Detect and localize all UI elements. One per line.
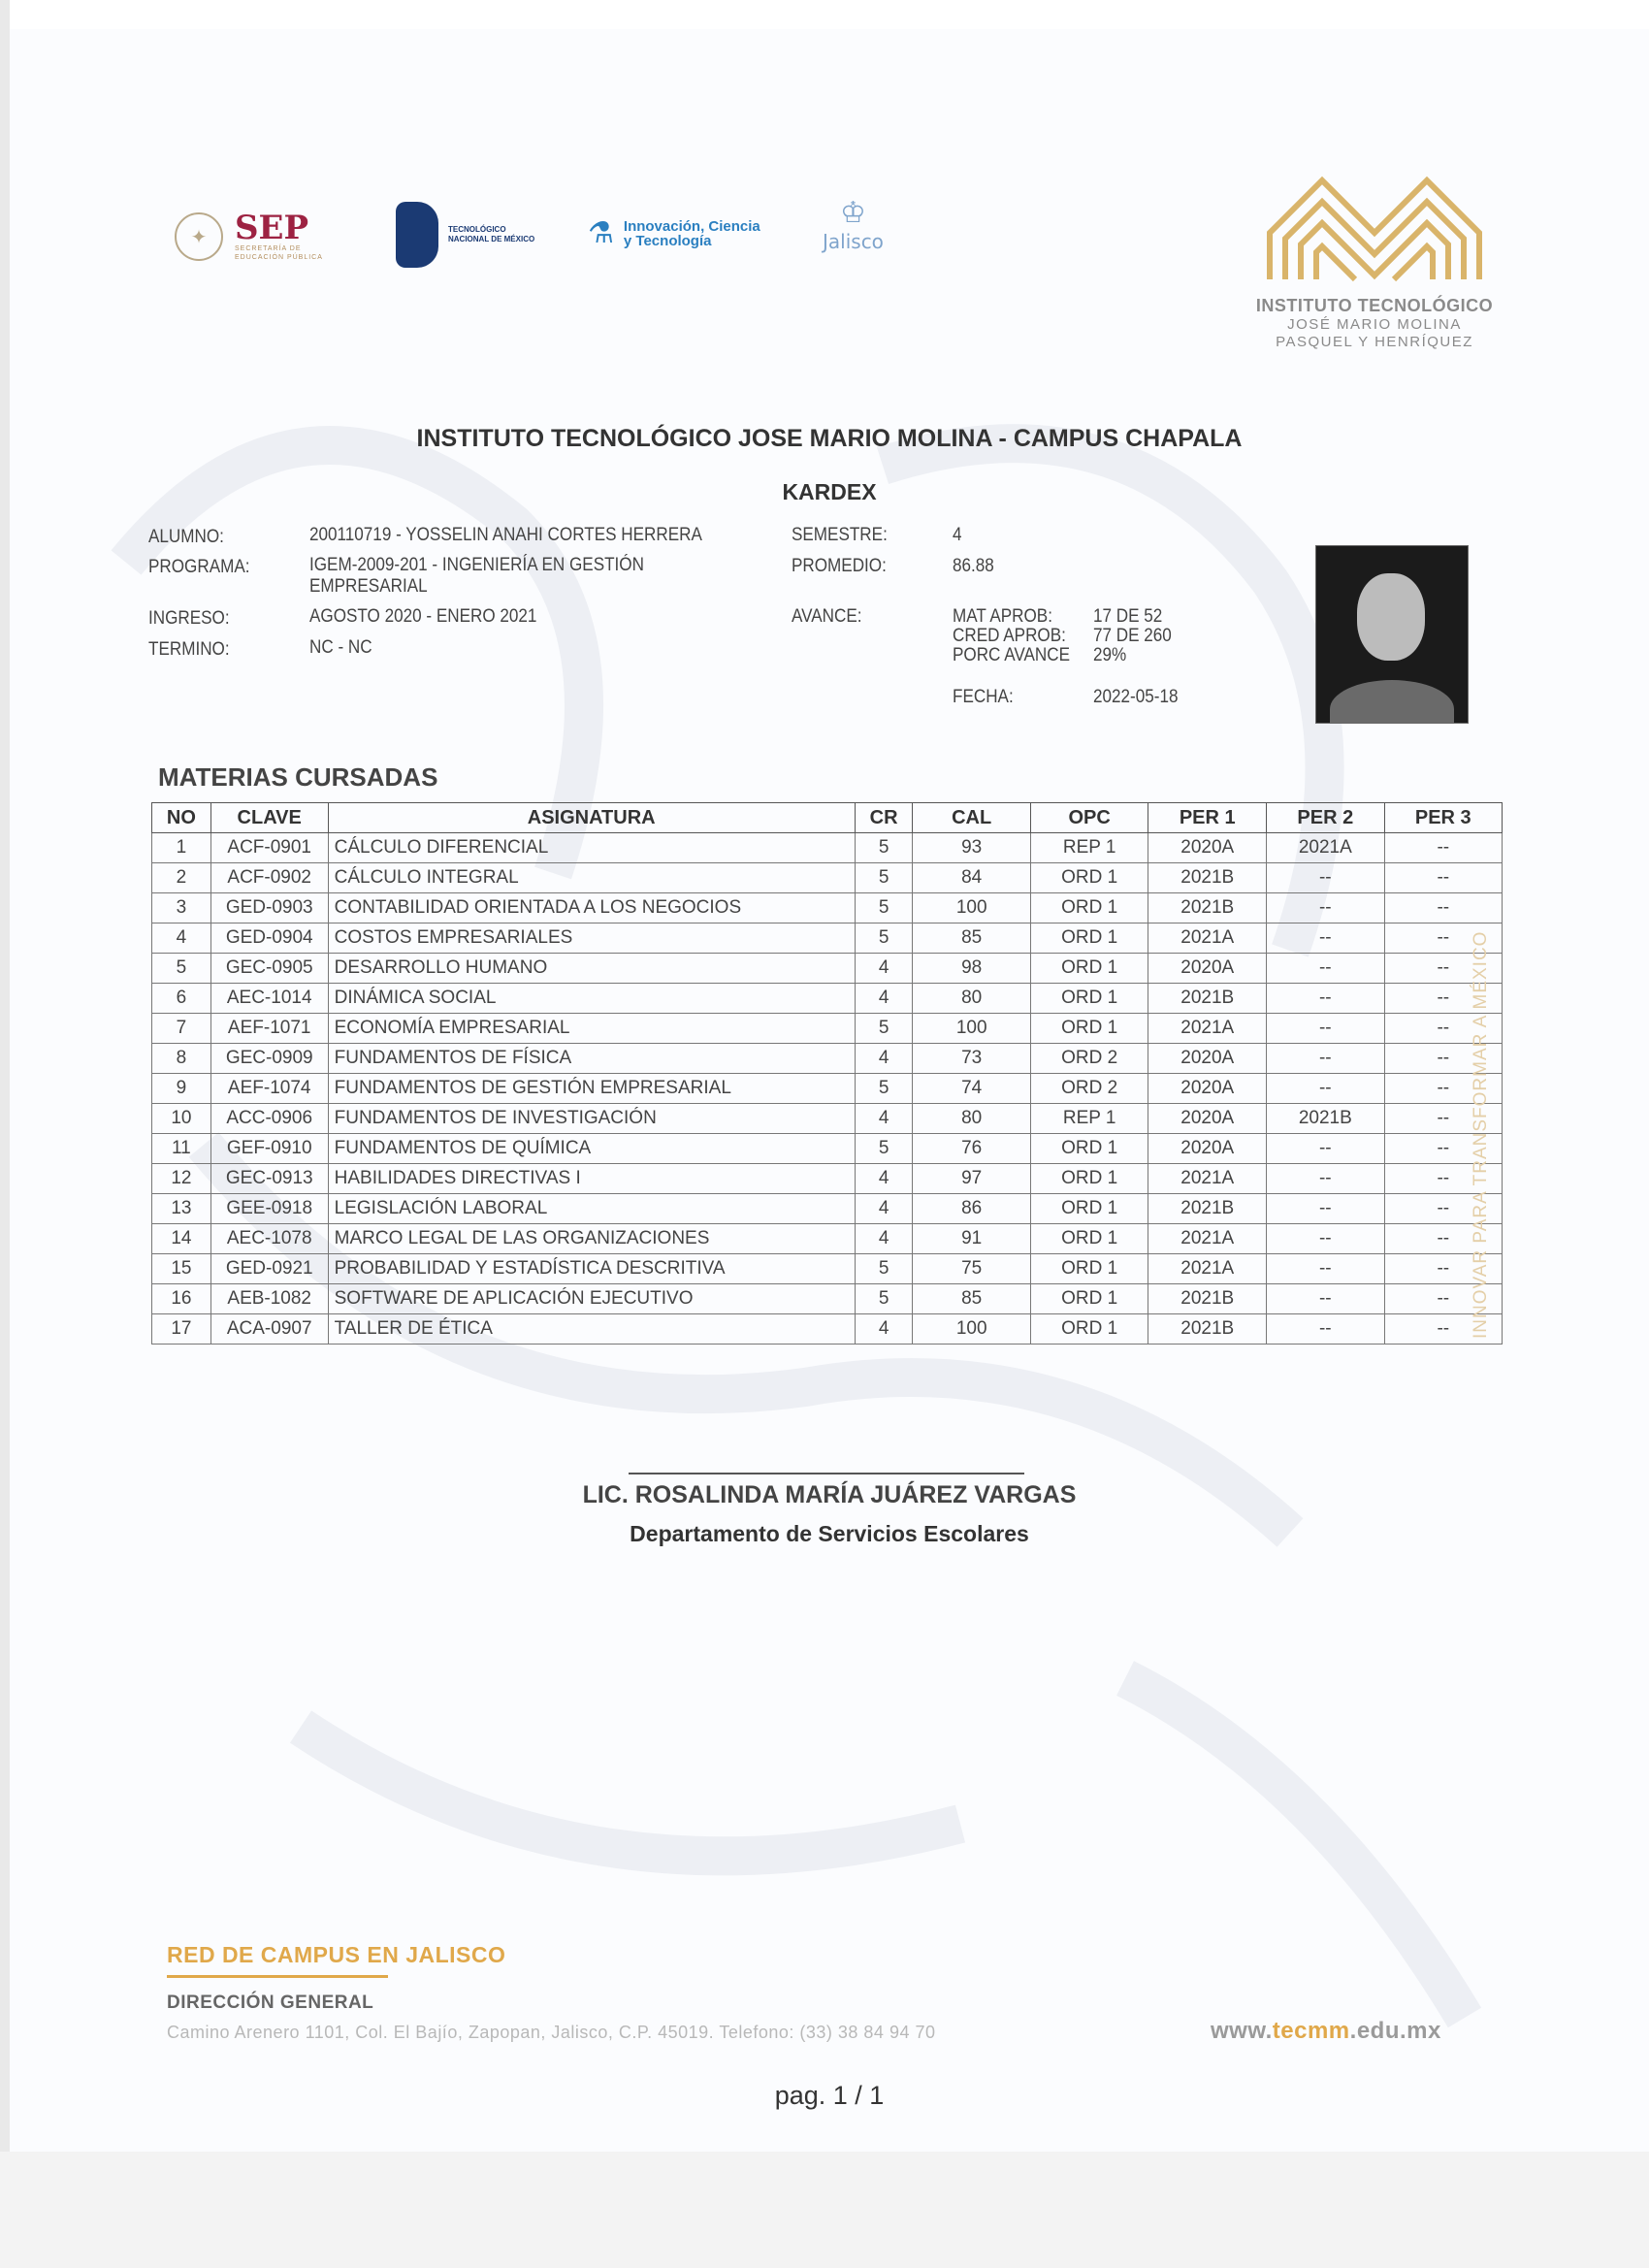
- cell-per1: 2021A: [1148, 1224, 1267, 1254]
- materias-table: [151, 802, 1503, 1345]
- cell-asignatura: CÁLCULO DIFERENCIAL: [328, 833, 855, 863]
- cell-cr: 4: [855, 1194, 913, 1224]
- promedio-label: PROMEDIO:: [792, 556, 887, 576]
- cell-cr: 4: [855, 1044, 913, 1074]
- cell-opc: REP 1: [1030, 1104, 1148, 1134]
- innovacion-logo-text-2: y Tecnología: [623, 233, 712, 249]
- table-row: [152, 954, 1503, 984]
- cell-per2: --: [1267, 1224, 1385, 1254]
- side-slogan: [1471, 475, 1492, 1339]
- cell-per2: --: [1267, 923, 1385, 954]
- jalisco-crest-icon: ♔: [840, 197, 866, 229]
- cell-per3: --: [1384, 893, 1502, 923]
- tecnm-logo-text-2: NACIONAL DE MÉXICO: [448, 235, 535, 243]
- cell-per2: --: [1267, 1284, 1385, 1314]
- cell-cal: 100: [913, 1014, 1030, 1044]
- cell-per2: --: [1267, 1164, 1385, 1194]
- cell-asignatura: LEGISLACIÓN LABORAL: [328, 1194, 855, 1224]
- cell-clave: AEF-1074: [210, 1074, 328, 1104]
- col-per3-header: PER 3: [1384, 803, 1502, 833]
- cell-asignatura: FUNDAMENTOS DE FÍSICA: [328, 1044, 855, 1074]
- materias-section-title: MATERIAS CURSADAS: [158, 762, 438, 792]
- cell-per2: 2021A: [1267, 833, 1385, 863]
- cell-no: 11: [152, 1134, 211, 1164]
- cell-cr: 4: [855, 1104, 913, 1134]
- col-per2-header: PER 2: [1267, 803, 1385, 833]
- cell-asignatura: CÁLCULO INTEGRAL: [328, 863, 855, 893]
- fecha-label: FECHA:: [953, 687, 1014, 707]
- programa-value-line2: EMPRESARIAL: [309, 576, 428, 597]
- cell-cal: 84: [913, 863, 1030, 893]
- cell-no: 1: [152, 833, 211, 863]
- cell-cr: 4: [855, 984, 913, 1014]
- termino-label: TERMINO:: [148, 639, 230, 660]
- fecha-value: 2022-05-18: [1093, 687, 1179, 707]
- table-row: [152, 984, 1503, 1014]
- table-row: [152, 1194, 1503, 1224]
- cell-clave: GEC-0909: [210, 1044, 328, 1074]
- cell-opc: ORD 2: [1030, 1044, 1148, 1074]
- mexico-seal-icon: ✦: [175, 212, 223, 261]
- table-row: [152, 1314, 1503, 1345]
- cell-per3: --: [1384, 1224, 1502, 1254]
- cell-per2: --: [1267, 1194, 1385, 1224]
- alumno-label: ALUMNO:: [148, 527, 224, 547]
- cell-per1: 2020A: [1148, 1074, 1267, 1104]
- table-row: [152, 1164, 1503, 1194]
- cell-asignatura: CONTABILIDAD ORIENTADA A LOS NEGOCIOS: [328, 893, 855, 923]
- cell-no: 3: [152, 893, 211, 923]
- cell-per2: 2021B: [1267, 1104, 1385, 1134]
- table-row: [152, 863, 1503, 893]
- cell-cr: 5: [855, 1284, 913, 1314]
- institution-title: INSTITUTO TECNOLÓGICO JOSE MARIO MOLINA - CAMPUS CHAPALA: [416, 425, 1243, 452]
- cell-per3: --: [1384, 1074, 1502, 1104]
- programa-value-line1: IGEM-2009-201 - INGENIERÍA EN GESTIÓN: [309, 555, 644, 575]
- cell-asignatura: FUNDAMENTOS DE GESTIÓN EMPRESARIAL: [328, 1074, 855, 1104]
- cell-per1: 2020A: [1148, 1044, 1267, 1074]
- porc-avance-label: PORC AVANCE: [953, 645, 1071, 665]
- cell-per2: --: [1267, 1134, 1385, 1164]
- cell-per3: --: [1384, 863, 1502, 893]
- cell-asignatura: HABILIDADES DIRECTIVAS I: [328, 1164, 855, 1194]
- cell-per3: --: [1384, 1284, 1502, 1314]
- cell-opc: ORD 1: [1030, 1164, 1148, 1194]
- cell-opc: ORD 1: [1030, 1254, 1148, 1284]
- cell-no: 15: [152, 1254, 211, 1284]
- cell-cal: 91: [913, 1224, 1030, 1254]
- cell-per2: --: [1267, 893, 1385, 923]
- cell-cal: 85: [913, 1284, 1030, 1314]
- cell-opc: ORD 1: [1030, 1224, 1148, 1254]
- cell-clave: AEC-1078: [210, 1224, 328, 1254]
- cell-per1: 2021B: [1148, 1284, 1267, 1314]
- sep-logo-sub-1: SECRETARÍA DE: [235, 245, 302, 252]
- table-row: [152, 1014, 1503, 1044]
- cell-cal: 75: [913, 1254, 1030, 1284]
- sep-logo-sub-2: EDUCACIÓN PÚBLICA: [235, 254, 323, 261]
- cell-per1: 2021B: [1148, 893, 1267, 923]
- cell-per1: 2021A: [1148, 1014, 1267, 1044]
- cell-per2: --: [1267, 863, 1385, 893]
- table-row: [152, 923, 1503, 954]
- cell-cal: 97: [913, 1164, 1030, 1194]
- termino-value: NC - NC: [309, 637, 372, 658]
- cell-per2: --: [1267, 1044, 1385, 1074]
- cell-opc: ORD 1: [1030, 1284, 1148, 1314]
- footer-website: [1211, 2018, 1441, 2045]
- cell-per1: 2021B: [1148, 863, 1267, 893]
- col-cal-header: CAL: [913, 803, 1030, 833]
- cell-cal: 80: [913, 1104, 1030, 1134]
- cell-cal: 76: [913, 1134, 1030, 1164]
- cred-aprob-label: CRED APROB:: [953, 626, 1066, 646]
- cell-per2: --: [1267, 1314, 1385, 1345]
- cell-asignatura: TALLER DE ÉTICA: [328, 1314, 855, 1345]
- cell-per3: --: [1384, 1194, 1502, 1224]
- cell-cal: 80: [913, 984, 1030, 1014]
- footer-address: Camino Arenero 1101, Col. El Bajío, Zapopan, Jalisco, C.P. 45019. Telefono: (33) 38 84 94 70: [167, 2023, 936, 2042]
- tecnm-gear-icon: [396, 202, 438, 268]
- cell-clave: GED-0904: [210, 923, 328, 954]
- cell-no: 7: [152, 1014, 211, 1044]
- col-opc-header: OPC: [1030, 803, 1148, 833]
- innovacion-logo: [588, 219, 760, 248]
- sep-logo: [175, 211, 323, 262]
- cell-asignatura: ECONOMÍA EMPRESARIAL: [328, 1014, 855, 1044]
- cell-per3: --: [1384, 1044, 1502, 1074]
- cell-no: 17: [152, 1314, 211, 1345]
- cell-asignatura: MARCO LEGAL DE LAS ORGANIZACIONES: [328, 1224, 855, 1254]
- document-title: KARDEX: [782, 479, 877, 504]
- cell-cr: 4: [855, 1314, 913, 1345]
- cell-asignatura: FUNDAMENTOS DE QUÍMICA: [328, 1134, 855, 1164]
- cell-per1: 2020A: [1148, 1104, 1267, 1134]
- cell-no: 8: [152, 1044, 211, 1074]
- cell-cal: 73: [913, 1044, 1030, 1074]
- cell-clave: GEC-0905: [210, 954, 328, 984]
- programa-label: PROGRAMA:: [148, 557, 250, 577]
- table-row: [152, 1254, 1503, 1284]
- table-row: [152, 893, 1503, 923]
- cell-per1: 2021A: [1148, 923, 1267, 954]
- microscope-icon: ⚗: [588, 217, 614, 249]
- signatory-name: LIC. ROSALINDA MARÍA JUÁREZ VARGAS: [582, 1481, 1077, 1508]
- table-row: [152, 1104, 1503, 1134]
- cell-opc: ORD 1: [1030, 863, 1148, 893]
- tecnm-logo-text-1: TECNOLÓGICO: [448, 225, 506, 234]
- website-accent: tecmm: [1272, 2018, 1350, 2044]
- cell-cr: 4: [855, 1164, 913, 1194]
- cell-cal: 85: [913, 923, 1030, 954]
- porc-avance-value: 29%: [1093, 645, 1127, 665]
- cell-per3: --: [1384, 954, 1502, 984]
- cell-asignatura: DINÁMICA SOCIAL: [328, 984, 855, 1014]
- mat-aprob-label: MAT APROB:: [953, 606, 1052, 627]
- page-number: pag. 1 / 1: [774, 2081, 885, 2110]
- cell-clave: GEF-0910: [210, 1134, 328, 1164]
- cell-cr: 4: [855, 1224, 913, 1254]
- col-asignatura-header: ASIGNATURA: [328, 803, 855, 833]
- cell-per3: --: [1384, 1254, 1502, 1284]
- cell-no: 16: [152, 1284, 211, 1314]
- cell-clave: GED-0903: [210, 893, 328, 923]
- scan-bottom-edge: [0, 2152, 1649, 2268]
- photo-shoulders: [1330, 680, 1454, 724]
- semestre-value: 4: [953, 525, 962, 545]
- student-photo: [1315, 545, 1469, 724]
- cell-per3: --: [1384, 984, 1502, 1014]
- cell-cal: 100: [913, 893, 1030, 923]
- cell-opc: ORD 1: [1030, 893, 1148, 923]
- cell-cr: 4: [855, 954, 913, 984]
- footer-direction: DIRECCIÓN GENERAL: [167, 1993, 374, 2013]
- cell-per1: 2021A: [1148, 1164, 1267, 1194]
- col-cr-header: CR: [855, 803, 913, 833]
- promedio-value: 86.88: [953, 556, 994, 576]
- cell-clave: GEE-0918: [210, 1194, 328, 1224]
- photo-face: [1357, 573, 1425, 661]
- website-suffix: .edu.mx: [1349, 2018, 1441, 2044]
- cell-cal: 86: [913, 1194, 1030, 1224]
- cell-clave: GED-0921: [210, 1254, 328, 1284]
- table-row: [152, 1224, 1503, 1254]
- signature-line: [629, 1473, 1024, 1474]
- cell-cr: 5: [855, 1134, 913, 1164]
- cell-clave: AEC-1014: [210, 984, 328, 1014]
- cred-aprob-value: 77 DE 260: [1093, 626, 1172, 646]
- cell-per1: 2021B: [1148, 1194, 1267, 1224]
- cell-no: 2: [152, 863, 211, 893]
- cell-clave: ACF-0902: [210, 863, 328, 893]
- cell-asignatura: DESARROLLO HUMANO: [328, 954, 855, 984]
- cell-opc: ORD 2: [1030, 1074, 1148, 1104]
- cell-per1: 2020A: [1148, 833, 1267, 863]
- kardex-page: [10, 29, 1649, 2152]
- scan-left-edge: [0, 0, 10, 2268]
- cell-opc: ORD 1: [1030, 1194, 1148, 1224]
- table-row: [152, 1284, 1503, 1314]
- ingreso-label: INGRESO:: [148, 608, 230, 629]
- table-row: [152, 1074, 1503, 1104]
- cell-cr: 5: [855, 833, 913, 863]
- tecnm-logo: [396, 202, 534, 268]
- cell-opc: ORD 1: [1030, 1134, 1148, 1164]
- jalisco-logo: [823, 196, 884, 252]
- cell-no: 5: [152, 954, 211, 984]
- cell-per3: --: [1384, 1164, 1502, 1194]
- cell-no: 4: [152, 923, 211, 954]
- cell-per3: --: [1384, 1104, 1502, 1134]
- side-slogan-text: INNOVAR PARA TRANSFORMAR A MÉXICO: [1471, 930, 1491, 1339]
- cell-no: 6: [152, 984, 211, 1014]
- cell-cal: 98: [913, 954, 1030, 984]
- cell-per2: --: [1267, 1074, 1385, 1104]
- itj-logo-name: INSTITUTO TECNOLÓGICO: [1255, 296, 1494, 315]
- cell-per1: 2020A: [1148, 1134, 1267, 1164]
- cell-no: 9: [152, 1074, 211, 1104]
- cell-per1: 2021B: [1148, 984, 1267, 1014]
- cell-per3: --: [1384, 1314, 1502, 1345]
- col-clave-header: CLAVE: [210, 803, 328, 833]
- cell-opc: ORD 1: [1030, 1014, 1148, 1044]
- cell-opc: ORD 1: [1030, 923, 1148, 954]
- col-no-header: NO: [152, 803, 211, 833]
- cell-cr: 5: [855, 1074, 913, 1104]
- cell-per3: --: [1384, 1014, 1502, 1044]
- cell-clave: ACF-0901: [210, 833, 328, 863]
- cell-clave: AEB-1082: [210, 1284, 328, 1314]
- materias-table-body: [152, 833, 1503, 1345]
- itj-logo-sub-1: JOSÉ MARIO MOLINA: [1287, 316, 1462, 333]
- cell-per3: --: [1384, 1134, 1502, 1164]
- cell-asignatura: FUNDAMENTOS DE INVESTIGACIÓN: [328, 1104, 855, 1134]
- footer-network: RED DE CAMPUS EN JALISCO: [167, 1942, 506, 1967]
- footer-accent-bar: [167, 1975, 388, 1978]
- cell-no: 10: [152, 1104, 211, 1134]
- cell-per2: --: [1267, 1254, 1385, 1284]
- mat-aprob-value: 17 DE 52: [1093, 606, 1163, 627]
- cell-cr: 5: [855, 923, 913, 954]
- cell-cal: 93: [913, 833, 1030, 863]
- cell-per2: --: [1267, 954, 1385, 984]
- cell-per1: 2021A: [1148, 1254, 1267, 1284]
- cell-no: 13: [152, 1194, 211, 1224]
- itj-logo-sub-2: PASQUEL Y HENRÍQUEZ: [1276, 334, 1473, 350]
- itj-logo: [1234, 175, 1515, 351]
- cell-clave: ACA-0907: [210, 1314, 328, 1345]
- alumno-value: 200110719 - YOSSELIN ANAHI CORTES HERRERA: [309, 525, 702, 545]
- cell-asignatura: PROBABILIDAD Y ESTADÍSTICA DESCRITIVA: [328, 1254, 855, 1284]
- cell-per2: --: [1267, 1014, 1385, 1044]
- itj-chevrons-icon: [1262, 175, 1487, 283]
- cell-cr: 5: [855, 1254, 913, 1284]
- cell-no: 12: [152, 1164, 211, 1194]
- cell-cr: 5: [855, 1014, 913, 1044]
- cell-asignatura: SOFTWARE DE APLICACIÓN EJECUTIVO: [328, 1284, 855, 1314]
- cell-per3: --: [1384, 833, 1502, 863]
- table-row: [152, 833, 1503, 863]
- cell-opc: REP 1: [1030, 833, 1148, 863]
- website-prefix: www.: [1211, 2018, 1273, 2044]
- ingreso-value: AGOSTO 2020 - ENERO 2021: [309, 606, 537, 627]
- cell-clave: AEF-1071: [210, 1014, 328, 1044]
- table-header-row: [152, 803, 1503, 833]
- cell-per1: 2021B: [1148, 1314, 1267, 1345]
- cell-per1: 2020A: [1148, 954, 1267, 984]
- cell-clave: ACC-0906: [210, 1104, 328, 1134]
- table-row: [152, 1044, 1503, 1074]
- cell-per2: --: [1267, 984, 1385, 1014]
- cell-asignatura: COSTOS EMPRESARIALES: [328, 923, 855, 954]
- col-per1-header: PER 1: [1148, 803, 1267, 833]
- cell-cal: 74: [913, 1074, 1030, 1104]
- cell-no: 14: [152, 1224, 211, 1254]
- table-row: [152, 1134, 1503, 1164]
- cell-cr: 5: [855, 893, 913, 923]
- avance-label: AVANCE:: [792, 606, 862, 627]
- cell-opc: ORD 1: [1030, 1314, 1148, 1345]
- sep-logo-text: SEP: [235, 209, 309, 247]
- cell-cr: 5: [855, 863, 913, 893]
- innovacion-logo-text-1: Innovación, Ciencia: [623, 218, 760, 235]
- cell-opc: ORD 1: [1030, 984, 1148, 1014]
- jalisco-logo-text: Jalisco: [823, 230, 884, 253]
- cell-clave: GEC-0913: [210, 1164, 328, 1194]
- cell-opc: ORD 1: [1030, 954, 1148, 984]
- cell-cal: 100: [913, 1314, 1030, 1345]
- semestre-label: SEMESTRE:: [792, 525, 888, 545]
- signatory-department: Departamento de Servicios Escolares: [630, 1521, 1029, 1546]
- cell-per3: --: [1384, 923, 1502, 954]
